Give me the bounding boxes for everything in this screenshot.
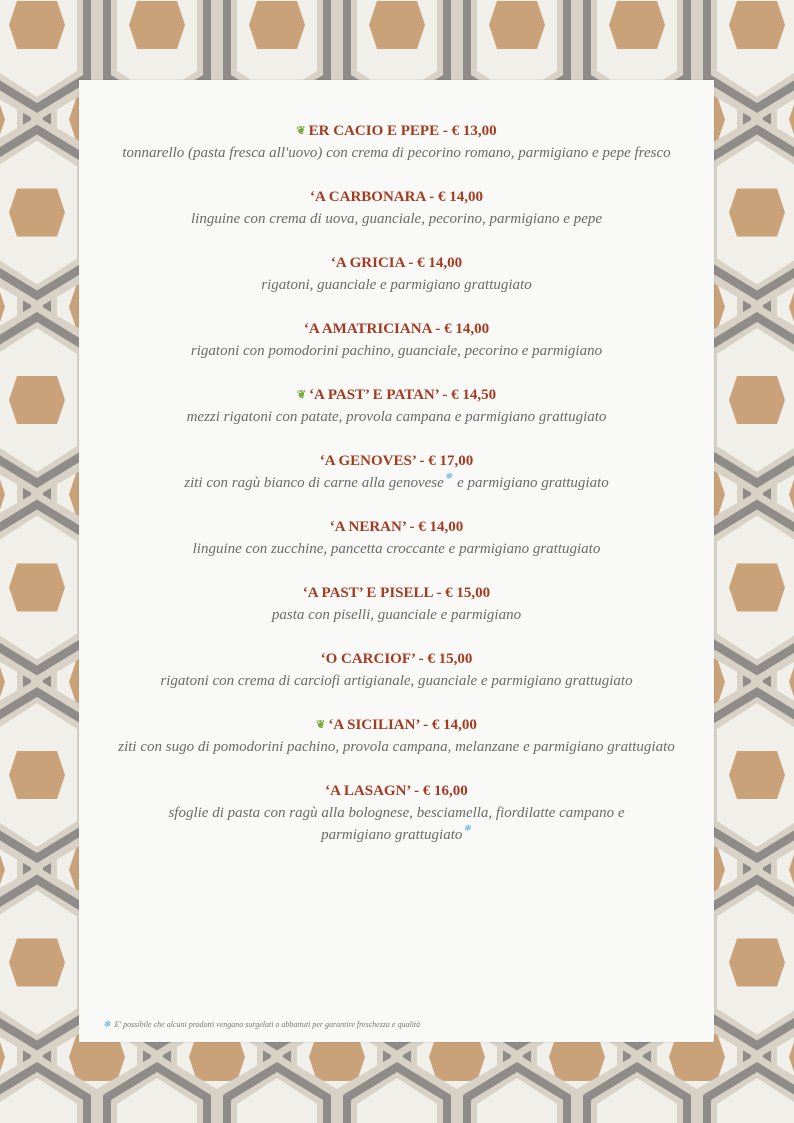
footnote bbox=[103, 1019, 420, 1030]
menu-item bbox=[79, 384, 714, 450]
description-text: rigatoni, guanciale e parmigiano grattugiato bbox=[261, 277, 532, 293]
dish-name-price: ‘A PAST’ E PISELL - € 15,00 bbox=[302, 585, 491, 601]
menu-item bbox=[79, 780, 714, 868]
dish-name-price: ‘A CARBONARA - € 14,00 bbox=[310, 189, 483, 205]
description-text: ziti con sugo di pomodorini pachino, provola campana, melanzane e parmigiano grattugiato bbox=[118, 739, 675, 755]
dish-title bbox=[79, 450, 714, 472]
dish-title bbox=[79, 318, 714, 340]
menu-item bbox=[79, 252, 714, 318]
dish-name-price: ‘A GENOVES’ - € 17,00 bbox=[319, 453, 474, 469]
menu-item bbox=[79, 648, 714, 714]
snowflake-icon: ❄ bbox=[444, 471, 453, 481]
dish-description bbox=[79, 538, 714, 560]
dish-name-price: ‘A LASAGN’ - € 16,00 bbox=[325, 783, 468, 799]
footnote-text: E' possibile che alcuni prodotti vengano surgelati o abbattuti per garantire freschezza e qualità bbox=[114, 1020, 421, 1029]
dish-name-price: ‘A GRICIA - € 14,00 bbox=[330, 255, 463, 271]
dish-title bbox=[79, 384, 714, 406]
snowflake-icon: ❄ bbox=[103, 1019, 111, 1029]
dish-description bbox=[79, 802, 714, 846]
dish-title bbox=[79, 780, 714, 802]
dish-name-price: ER CACIO E PEPE - € 13,00 bbox=[308, 123, 497, 139]
dish-description bbox=[79, 274, 714, 296]
menu-item bbox=[79, 714, 714, 780]
description-text: e parmigiano grattugiato bbox=[453, 475, 609, 491]
description-text: pasta con piselli, guanciale e parmigiano bbox=[271, 607, 522, 623]
dish-description bbox=[79, 142, 714, 164]
snowflake-icon: ❄ bbox=[463, 823, 471, 833]
description-text: sfoglie di pasta con ragù alla bolognese, besciamella, fiordilatte campano e bbox=[168, 805, 625, 821]
dish-title bbox=[79, 120, 714, 142]
dish-description bbox=[79, 604, 714, 626]
description-text: rigatoni con pomodorini pachino, guanciale, pecorino e parmigiano bbox=[190, 343, 603, 359]
dish-description bbox=[79, 340, 714, 362]
menu-item bbox=[79, 318, 714, 384]
menu-item bbox=[79, 582, 714, 648]
leaf-icon: ❦ bbox=[296, 125, 306, 137]
dish-title bbox=[79, 252, 714, 274]
dish-description bbox=[79, 472, 714, 494]
dish-description bbox=[79, 208, 714, 230]
dish-title bbox=[79, 186, 714, 208]
dish-title bbox=[79, 582, 714, 604]
dish-title bbox=[79, 516, 714, 538]
menu-card bbox=[79, 80, 714, 1042]
description-text: tonnarello (pasta fresca all'uovo) con crema di pecorino romano, parmigiano e pepe fresco bbox=[122, 145, 671, 161]
dish-description bbox=[79, 670, 714, 692]
description-text: linguine con crema di uova, guanciale, pecorino, parmigiano e pepe bbox=[190, 211, 603, 227]
menu-item bbox=[79, 450, 714, 516]
dish-name-price: ‘A SICILIAN’ - € 14,00 bbox=[328, 717, 477, 733]
dish-description bbox=[79, 406, 714, 428]
dish-description bbox=[79, 736, 714, 758]
dish-title bbox=[79, 648, 714, 670]
description-text: parmigiano grattugiato bbox=[321, 827, 463, 843]
leaf-icon: ❦ bbox=[316, 719, 326, 731]
leaf-icon: ❦ bbox=[296, 389, 307, 401]
dish-title bbox=[79, 714, 714, 736]
description-text: mezzi rigatoni con patate, provola campana e parmigiano grattugiato bbox=[186, 409, 607, 425]
description-text: linguine con zucchine, pancetta croccante e parmigiano grattugiato bbox=[192, 541, 601, 557]
menu-list bbox=[79, 120, 714, 868]
menu-item bbox=[79, 516, 714, 582]
description-text: rigatoni con crema di carciofi artigianale, guanciale e parmigiano grattugiato bbox=[160, 673, 633, 689]
menu-item bbox=[79, 120, 714, 186]
dish-name-price: ‘O CARCIOF’ - € 15,00 bbox=[320, 651, 473, 667]
description-text: ziti con ragù bianco di carne alla genovese bbox=[184, 475, 444, 491]
menu-item bbox=[79, 186, 714, 252]
dish-name-price: ‘A PAST’ E PATAN’ - € 14,50 bbox=[309, 387, 497, 403]
dish-name-price: ‘A NERAN’ - € 14,00 bbox=[329, 519, 464, 535]
dish-name-price: ‘A AMATRICIANA - € 14,00 bbox=[303, 321, 490, 337]
